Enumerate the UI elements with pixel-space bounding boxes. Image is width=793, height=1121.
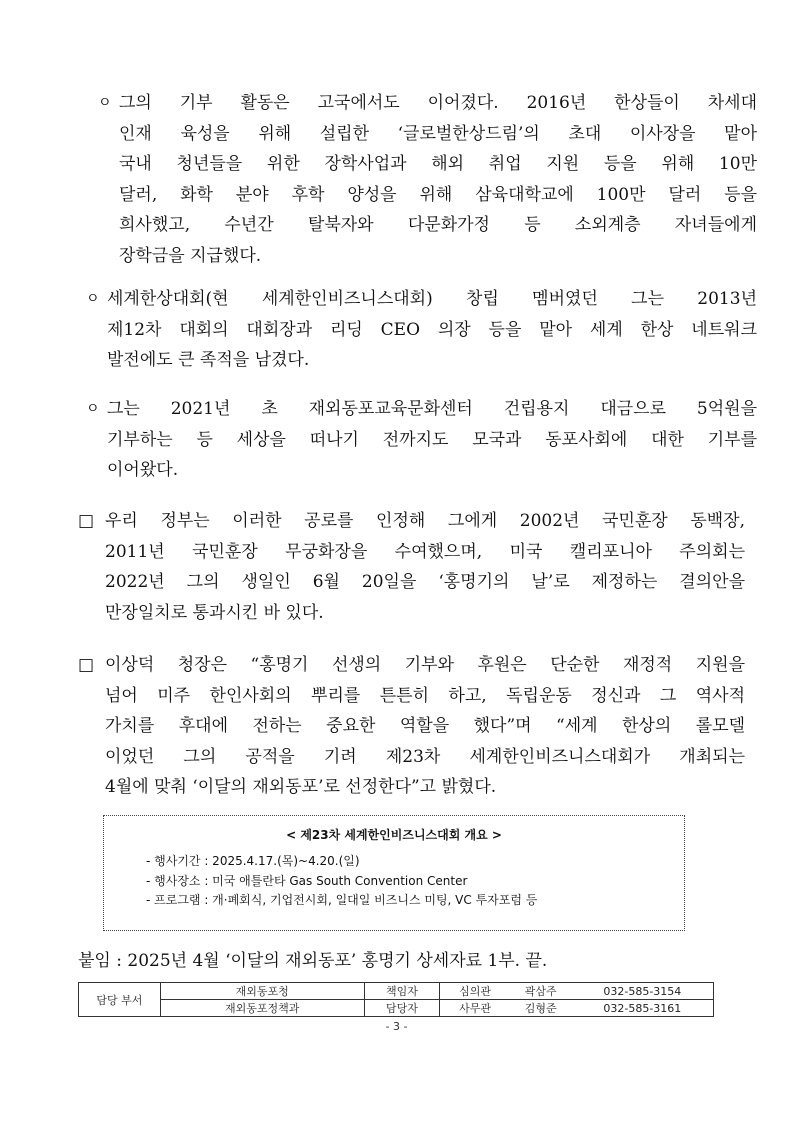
- attachment-note: 붙임 : 2025년 4월 ‘이달의 재외동포’ 홍명기 상세자료 1부. 끝.: [78, 951, 548, 971]
- event-overview-list: [146, 852, 537, 911]
- event-overview-box: [103, 815, 685, 931]
- square-bullet-icon: □: [78, 655, 95, 675]
- text-line: 세계한상대회(현 세계한인비즈니스대회) 창립 멤버였던 그는 2013년: [107, 289, 757, 309]
- text-line: 인재 육성을 위해 설립한 ‘글로벌한상드림’의 초대 이사장을 맡아: [119, 123, 757, 144]
- event-overview-title: < 제23차 세계한인비즈니스대회 개요 >: [286, 828, 502, 842]
- text-line: 이상덕 청장은 “홍명기 선생의 기부와 후원은 단순한 재정적 지원을: [105, 655, 745, 675]
- event-period: - 행사기간 : 2025.4.17.(목)~4.20.(일): [146, 854, 360, 868]
- text-line: 발전에도 큰 족적을 남겼다.: [107, 350, 310, 371]
- text-line: 제12차 대회의 대회장과 리딩 CEO 의장 등을 맡아 세계 한상 네트워크: [107, 319, 757, 340]
- circle-bullet-icon: ㅇ: [86, 291, 100, 307]
- division-name: 재외동포정책과: [160, 1000, 364, 1017]
- page-number: - 3 -: [385, 1020, 408, 1033]
- sub-item-2: [86, 284, 757, 376]
- role-responsible: 책임자: [364, 983, 440, 1000]
- position-title: 심의관: [440, 983, 510, 1000]
- contact-table: [78, 982, 714, 1017]
- org-name: 재외동포청: [160, 983, 364, 1000]
- event-venue: - 행사장소 : 미국 애틀란타 Gas South Convention Center: [146, 873, 468, 888]
- person-name: 김형준: [510, 1000, 572, 1017]
- text-line: 그는 2021년 초 재외동포교육문화센터 건립용지 대금으로 5억원을: [107, 399, 757, 419]
- phone-number: 032-585-3154: [572, 983, 714, 1000]
- main-item-2: [78, 650, 745, 803]
- circle-bullet-icon: ㅇ: [86, 401, 100, 417]
- role-contact: 담당자: [364, 1000, 440, 1017]
- sub-item-1: [98, 88, 757, 272]
- text-line: 희사했고, 수년간 탈북자와 다문화가정 등 소외계층 자녀들에게: [119, 215, 757, 236]
- text-line: 2011년 국민훈장 무궁화장을 수여했으며, 미국 캘리포니아 주의회는: [105, 541, 745, 562]
- circle-bullet-icon: ㅇ: [98, 95, 112, 111]
- text-line: 기부하는 등 세상을 떠나기 전까지도 모국과 동포사회에 대한 기부를: [107, 429, 757, 450]
- text-line: 우리 정부는 이러한 공로를 인정해 그에게 2002년 국민훈장 동백장,: [105, 511, 745, 531]
- dept-label: 담당 부서: [79, 983, 161, 1017]
- text-line: 그의 기부 활동은 고국에서도 이어졌다. 2016년 한상들이 차세대: [119, 93, 757, 113]
- text-line: 달러, 화학 분야 후학 양성을 위해 삼육대학교에 100만 달러 등을: [119, 184, 757, 205]
- person-name: 곽삼주: [510, 983, 572, 1000]
- text-line: 이었던 그의 공적을 기려 제23차 세계한인비즈니스대회가 개최되는: [105, 746, 745, 767]
- text-line: 국내 청년들을 위한 장학사업과 해외 취업 지원 등을 위해 10만: [119, 154, 757, 175]
- square-bullet-icon: □: [78, 511, 95, 531]
- main-item-1: [78, 506, 745, 628]
- text-line: 장학금을 지급했다.: [119, 245, 262, 266]
- event-program: - 프로그램 : 개·폐회식, 기업전시회, 일대일 비즈니스 미팅, VC 투자포럼 등: [146, 893, 538, 907]
- text-line: 가치를 후대에 전하는 중요한 역할을 했다”며 “세계 한상의 롤모델: [105, 716, 745, 737]
- text-line: 2022년 그의 생일인 6월 20일을 ‘홍명기의 날’로 제정하는 결의안을: [105, 572, 745, 593]
- phone-number: 032-585-3161: [572, 1000, 714, 1017]
- text-line: 4월에 맞춰 ‘이달의 재외동포’로 선정한다”고 밝혔다.: [105, 777, 497, 798]
- position-title: 사무관: [440, 1000, 510, 1017]
- sub-item-3: [86, 394, 757, 486]
- text-line: 만장일치로 통과시킨 바 있다.: [105, 602, 324, 623]
- text-line: 이어왔다.: [107, 460, 179, 481]
- text-line: 넘어 미주 한인사회의 뿌리를 튼튼히 하고, 독립운동 정신과 그 역사적: [105, 685, 745, 706]
